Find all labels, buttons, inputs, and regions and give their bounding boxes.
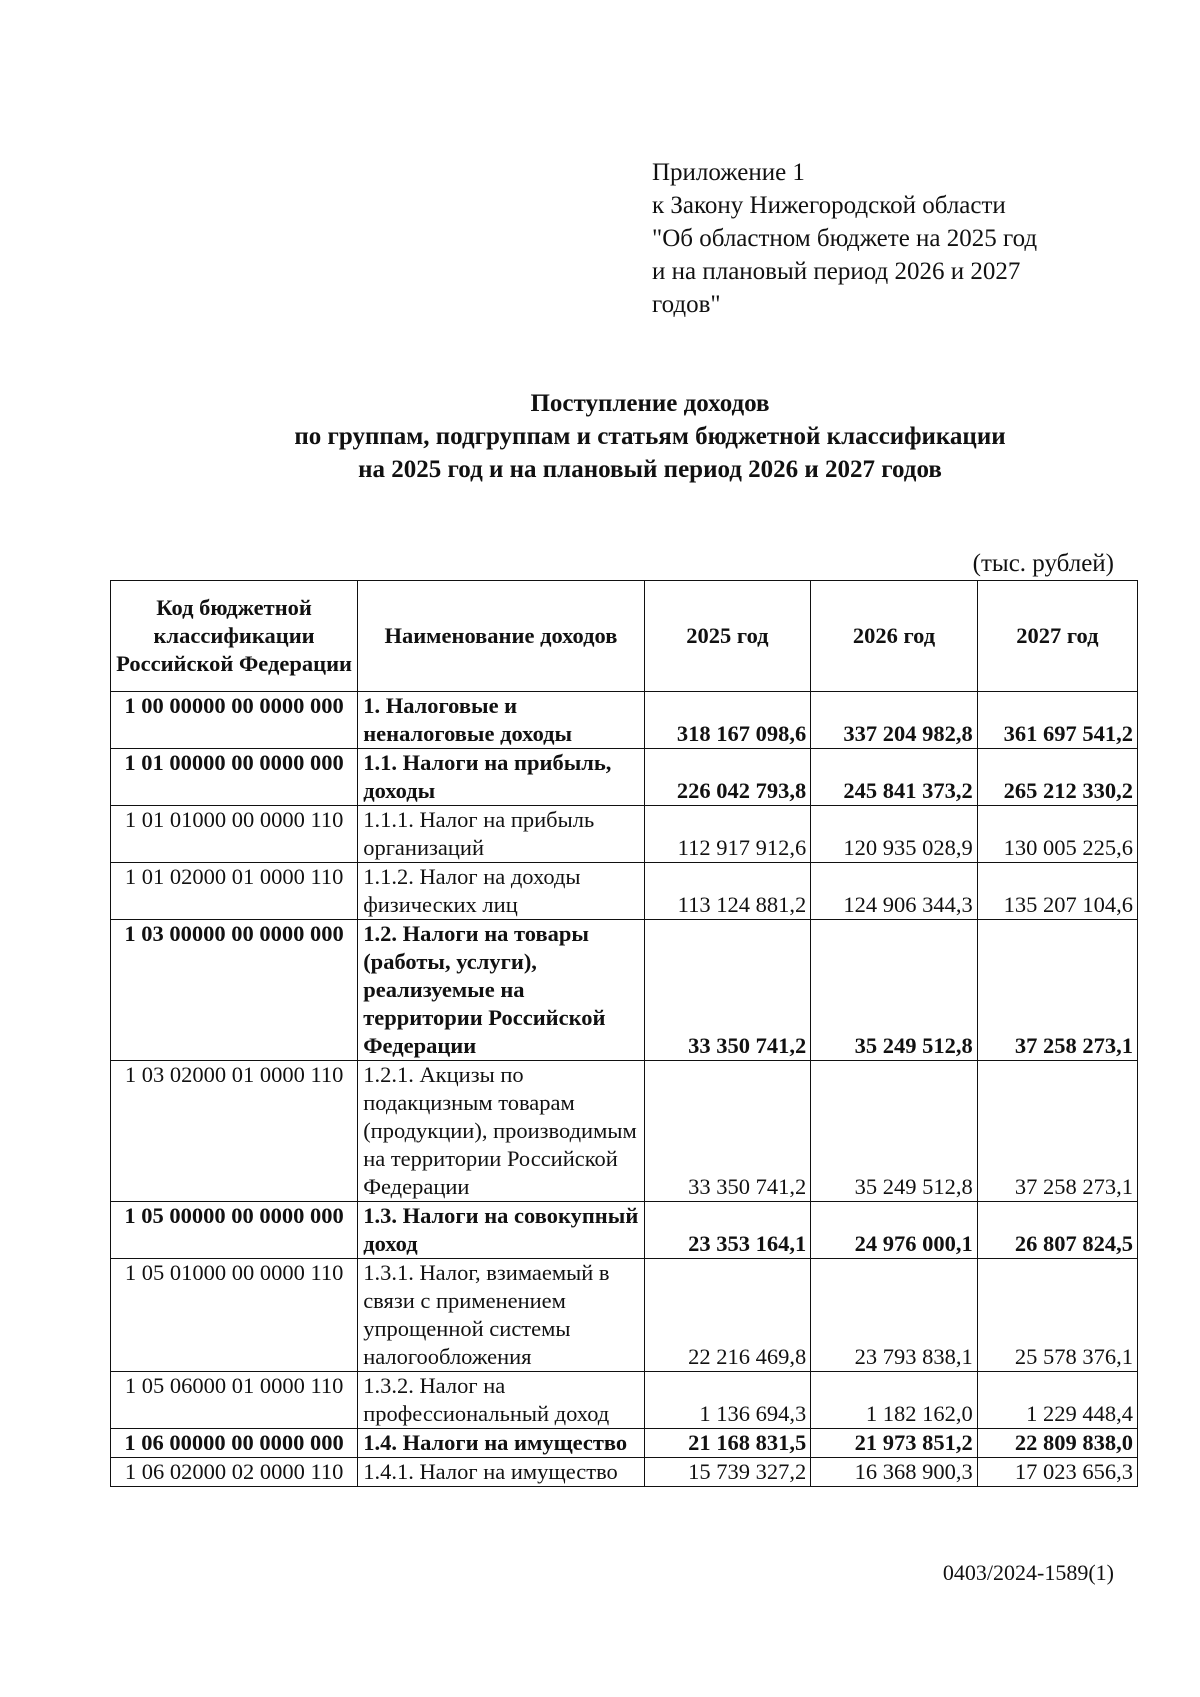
cell-2026: 1 182 162,0 <box>811 1372 978 1429</box>
cell-code: 1 03 00000 00 0000 000 <box>111 920 358 1061</box>
cell-name: 1.2.1. Акцизы по подакцизным товарам (продукции), производимым на территории Российской Федерации <box>358 1061 644 1202</box>
cell-code: 1 06 00000 00 0000 000 <box>111 1429 358 1458</box>
cell-2027: 265 212 330,2 <box>977 749 1137 806</box>
table-body <box>111 692 1138 1487</box>
cell-code: 1 05 06000 01 0000 110 <box>111 1372 358 1429</box>
appendix-line: и на плановый период 2026 и 2027 <box>652 258 1021 285</box>
header-2027: 2027 год <box>977 581 1137 692</box>
cell-2026: 124 906 344,3 <box>811 863 978 920</box>
cell-name: 1.1. Налоги на прибыль, доходы <box>358 749 644 806</box>
cell-2027: 135 207 104,6 <box>977 863 1137 920</box>
cell-2025: 1 136 694,3 <box>644 1372 811 1429</box>
cell-name: 1.1.1. Налог на прибыль организаций <box>358 806 644 863</box>
cell-2026: 35 249 512,8 <box>811 920 978 1061</box>
table-row <box>111 1061 1138 1202</box>
cell-2025: 33 350 741,2 <box>644 920 811 1061</box>
document-title <box>100 387 1200 486</box>
cell-2027: 37 258 273,1 <box>977 920 1137 1061</box>
cell-2026: 23 793 838,1 <box>811 1259 978 1372</box>
cell-2027: 1 229 448,4 <box>977 1372 1137 1429</box>
table-row <box>111 920 1138 1061</box>
cell-2026: 35 249 512,8 <box>811 1061 978 1202</box>
table-row <box>111 1458 1138 1487</box>
appendix-line: "Об областном бюджете на 2025 год <box>652 225 1038 252</box>
cell-2025: 33 350 741,2 <box>644 1061 811 1202</box>
title-line: на 2025 год и на плановый период 2026 и 2027 годов <box>358 456 942 483</box>
cell-code: 1 01 01000 00 0000 110 <box>111 806 358 863</box>
cell-2025: 318 167 098,6 <box>644 692 811 749</box>
cell-2025: 21 168 831,5 <box>644 1429 811 1458</box>
header-2026: 2026 год <box>811 581 978 692</box>
cell-code: 1 05 01000 00 0000 110 <box>111 1259 358 1372</box>
table-row <box>111 1429 1138 1458</box>
cell-2025: 112 917 912,6 <box>644 806 811 863</box>
document-number: 0403/2024-1589(1) <box>942 1560 1114 1585</box>
cell-2027: 37 258 273,1 <box>977 1061 1137 1202</box>
table-row <box>111 806 1138 863</box>
cell-name: 1.3. Налоги на совокупный доход <box>358 1202 644 1259</box>
cell-name: 1.4.1. Налог на имущество <box>358 1458 644 1487</box>
table-row <box>111 863 1138 920</box>
cell-2027: 17 023 656,3 <box>977 1458 1137 1487</box>
cell-2025: 22 216 469,8 <box>644 1259 811 1372</box>
cell-name: 1.2. Налоги на товары (работы, услуги), реализуемые на территории Российской Федерации <box>358 920 644 1061</box>
appendix-note <box>652 156 1100 321</box>
cell-2027: 130 005 225,6 <box>977 806 1137 863</box>
appendix-line: годов" <box>652 291 721 318</box>
cell-2027: 361 697 541,2 <box>977 692 1137 749</box>
appendix-line: Приложение 1 <box>652 159 805 186</box>
cell-2026: 21 973 851,2 <box>811 1429 978 1458</box>
cell-2026: 245 841 373,2 <box>811 749 978 806</box>
cell-code: 1 01 02000 01 0000 110 <box>111 863 358 920</box>
cell-name: 1. Налоговые и неналоговые доходы <box>358 692 644 749</box>
cell-code: 1 01 00000 00 0000 000 <box>111 749 358 806</box>
table-row <box>111 1259 1138 1372</box>
units-label: (тыс. рублей) <box>972 550 1114 577</box>
header-code: Код бюджетной классификации Российской Федерации <box>111 581 358 692</box>
cell-2027: 25 578 376,1 <box>977 1259 1137 1372</box>
cell-name: 1.4. Налоги на имущество <box>358 1429 644 1458</box>
cell-code: 1 06 02000 02 0000 110 <box>111 1458 358 1487</box>
cell-2025: 23 353 164,1 <box>644 1202 811 1259</box>
cell-2026: 16 368 900,3 <box>811 1458 978 1487</box>
cell-2025: 226 042 793,8 <box>644 749 811 806</box>
table-row <box>111 1202 1138 1259</box>
cell-2027: 26 807 824,5 <box>977 1202 1137 1259</box>
cell-2025: 113 124 881,2 <box>644 863 811 920</box>
cell-2026: 24 976 000,1 <box>811 1202 978 1259</box>
cell-code: 1 03 02000 01 0000 110 <box>111 1061 358 1202</box>
cell-2027: 22 809 838,0 <box>977 1429 1137 1458</box>
cell-name: 1.3.1. Налог, взимаемый в связи с применением упрощенной системы налогообложения <box>358 1259 644 1372</box>
cell-code: 1 05 00000 00 0000 000 <box>111 1202 358 1259</box>
header-2025: 2025 год <box>644 581 811 692</box>
table-header-row <box>111 581 1138 692</box>
table-row <box>111 692 1138 749</box>
table-row <box>111 749 1138 806</box>
cell-2026: 120 935 028,9 <box>811 806 978 863</box>
title-line: по группам, подгруппам и статьям бюджетной классификации <box>294 423 1006 450</box>
cell-code: 1 00 00000 00 0000 000 <box>111 692 358 749</box>
title-line: Поступление доходов <box>530 390 770 417</box>
cell-2025: 15 739 327,2 <box>644 1458 811 1487</box>
revenue-table <box>110 580 1138 1487</box>
header-name: Наименование доходов <box>358 581 644 692</box>
cell-2026: 337 204 982,8 <box>811 692 978 749</box>
cell-name: 1.1.2. Налог на доходы физических лиц <box>358 863 644 920</box>
cell-name: 1.3.2. Налог на профессиональный доход <box>358 1372 644 1429</box>
appendix-line: к Закону Нижегородской области <box>652 192 1006 219</box>
table-row <box>111 1372 1138 1429</box>
